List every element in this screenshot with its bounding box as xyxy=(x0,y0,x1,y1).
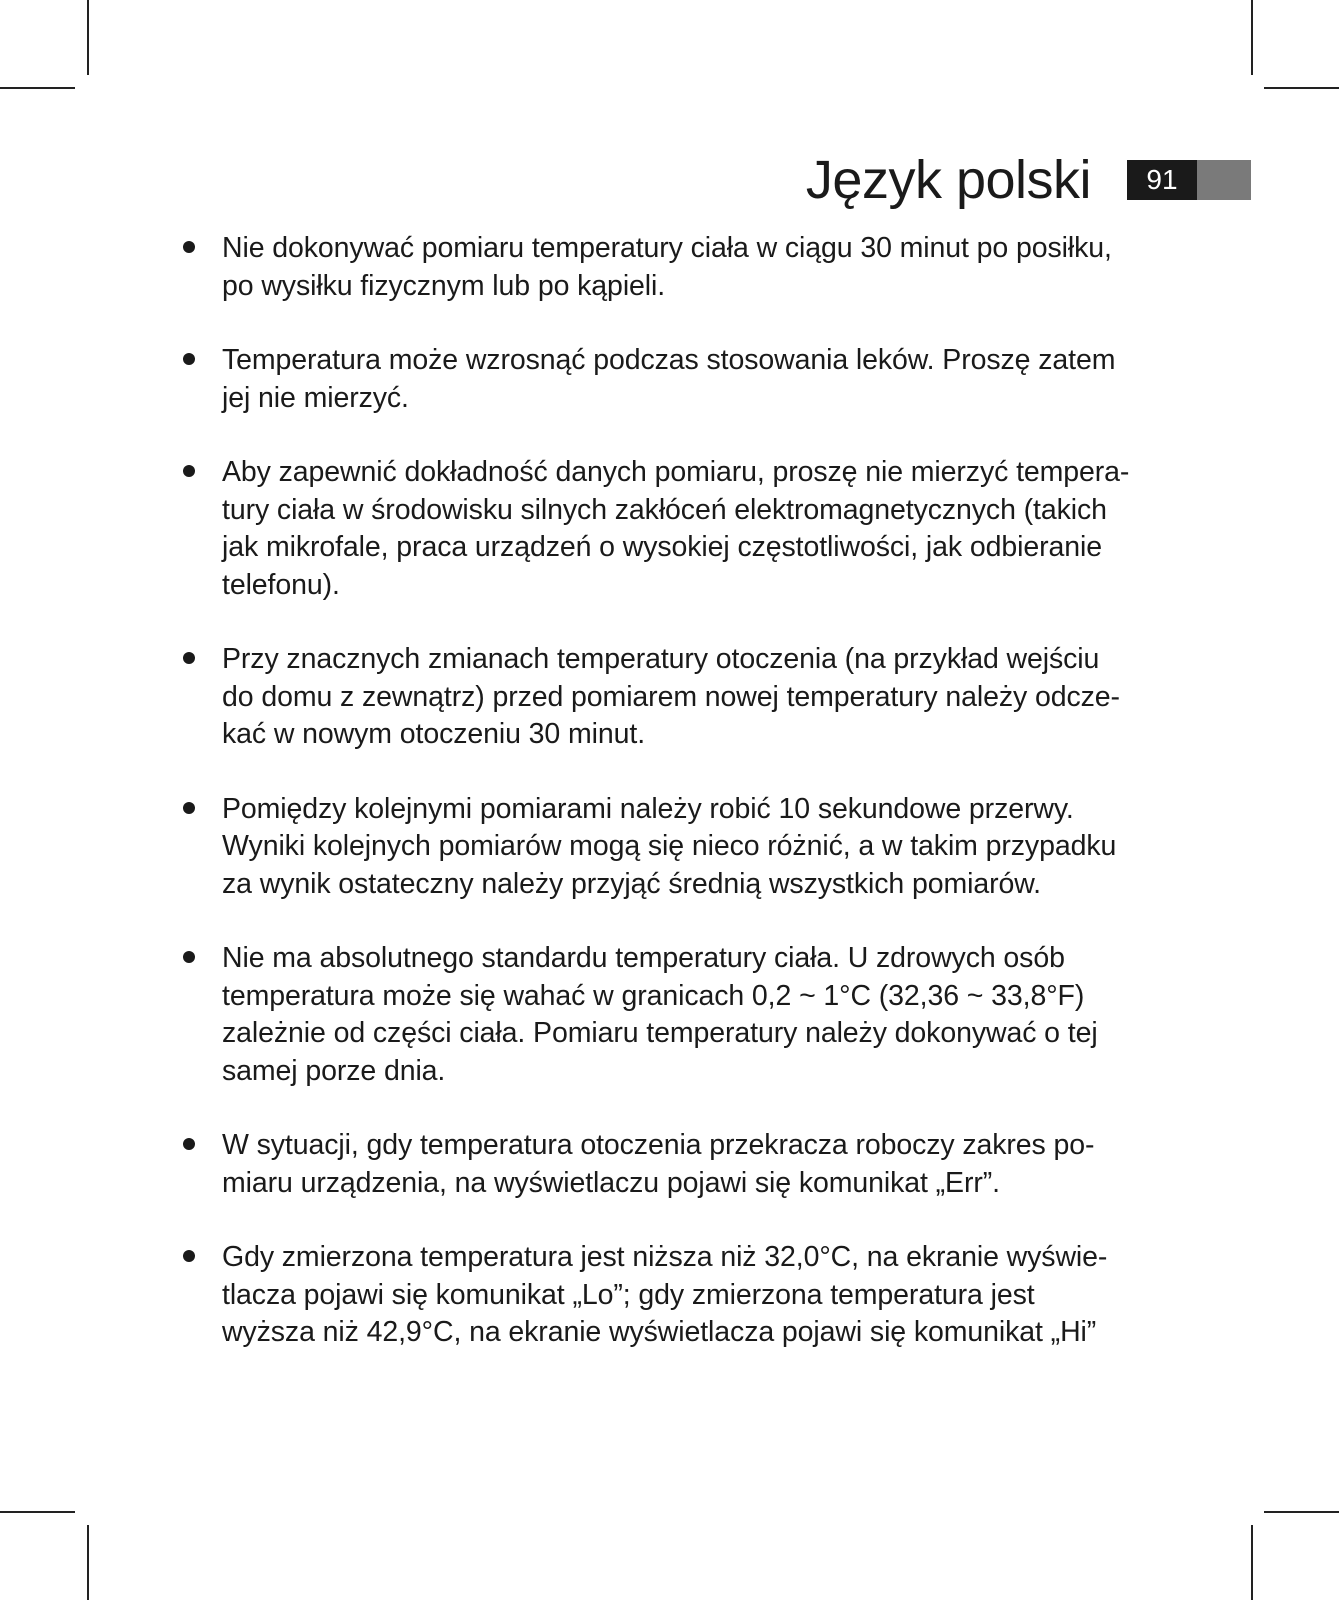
list-item xyxy=(183,342,1173,417)
list-item xyxy=(183,791,1173,904)
bullet-text-line: Aby zapewnić dokładność danych pomiaru, proszę nie mierzyć tempera- xyxy=(222,456,1130,488)
list-item xyxy=(183,230,1173,305)
bullet-icon xyxy=(183,353,195,365)
crop-mark-top-left-vertical xyxy=(87,0,89,75)
bullet-list xyxy=(183,230,1173,1352)
bullet-text-line: miaru urządzenia, na wyświetlaczu pojawi się komunikat „Err”. xyxy=(222,1166,1000,1199)
page-header xyxy=(806,150,1251,210)
bullet-text-line: Przy znacznych zmianach temperatury otoczenia (na przykład wejściu xyxy=(222,643,1100,675)
list-item xyxy=(183,454,1173,604)
bullet-text-line: Nie dokonywać pomiaru temperatury ciała w ciągu 30 minut po posiłku, xyxy=(222,232,1112,264)
bullet-text-line: za wynik ostateczny należy przyjąć średnią wszystkich pomiarów. xyxy=(222,867,1041,900)
list-item xyxy=(183,940,1173,1090)
bullet-text-line: Nie ma absolutnego standardu temperatury ciała. U zdrowych osób xyxy=(222,942,1065,974)
bullet-text-line: do domu z zewnątrz) przed pomiarem nowej temperatury należy odcze- xyxy=(222,680,1120,713)
list-item xyxy=(183,641,1173,754)
bullet-text-line: tlacza pojawi się komunikat „Lo”; gdy zmierzona temperatura jest xyxy=(222,1278,1035,1311)
bullet-icon xyxy=(183,1250,195,1262)
crop-mark-top-left-horizontal xyxy=(0,87,75,89)
bullet-text-line: po wysiłku fizycznym lub po kąpieli. xyxy=(222,269,666,302)
bullet-text-line: samej porze dnia. xyxy=(222,1054,446,1087)
list-item xyxy=(183,1239,1173,1352)
page-title: Język polski xyxy=(805,150,1091,210)
bullet-text-line: tury ciała w środowisku silnych zakłóceń elektromagnetycznych (takich xyxy=(222,493,1107,526)
crop-mark-bottom-left-vertical xyxy=(87,1525,89,1600)
bullet-text-line: jej nie mierzyć. xyxy=(222,381,409,414)
bullet-text-line: Wyniki kolejnych pomiarów mogą się nieco różnić, a w takim przypadku xyxy=(222,830,1117,862)
page-number-badge xyxy=(1127,160,1251,200)
list-item xyxy=(183,1127,1173,1202)
bullet-icon xyxy=(183,241,195,253)
crop-mark-top-right-vertical xyxy=(1251,0,1253,75)
bullet-text-line: kać w nowym otoczeniu 30 minut. xyxy=(222,718,646,750)
bullet-icon xyxy=(183,652,195,664)
bullet-icon xyxy=(183,1138,195,1150)
page-tab-decoration xyxy=(1197,160,1251,200)
bullet-icon xyxy=(183,951,195,963)
bullet-text-line: W sytuacji, gdy temperatura otoczenia przekracza roboczy zakres po- xyxy=(222,1129,1095,1161)
bullet-text-line: Temperatura może wzrosnąć podczas stosowania leków. Proszę zatem xyxy=(222,344,1116,376)
page-number: 91 xyxy=(1127,160,1197,200)
page-content xyxy=(183,230,1173,1389)
bullet-text-line: zależnie od części ciała. Pomiaru temperatury należy dokonywać o tej xyxy=(222,1017,1098,1049)
bullet-text-line: wyższa niż 42,9°C, na ekranie wyświetlacza pojawi się komunikat „Hi” xyxy=(222,1316,1097,1348)
bullet-text-line: temperatura może się wahać w granicach 0,2 ~ 1°C (32,36 ~ 33,8°F) xyxy=(222,979,1085,1012)
crop-mark-bottom-right-horizontal xyxy=(1264,1511,1339,1513)
bullet-text-line: telefonu). xyxy=(222,568,340,601)
bullet-icon xyxy=(183,802,195,814)
crop-mark-top-right-horizontal xyxy=(1264,87,1339,89)
bullet-text-line: jak mikrofale, praca urządzeń o wysokiej częstotliwości, jak odbieranie xyxy=(222,531,1102,563)
bullet-icon xyxy=(183,465,195,477)
crop-mark-bottom-left-horizontal xyxy=(0,1511,75,1513)
crop-mark-bottom-right-vertical xyxy=(1251,1525,1253,1600)
bullet-text-line: Pomiędzy kolejnymi pomiarami należy robić 10 sekundowe przerwy. xyxy=(222,792,1074,825)
bullet-text-line: Gdy zmierzona temperatura jest niższa niż 32,0°C, na ekranie wyświe- xyxy=(222,1241,1108,1273)
